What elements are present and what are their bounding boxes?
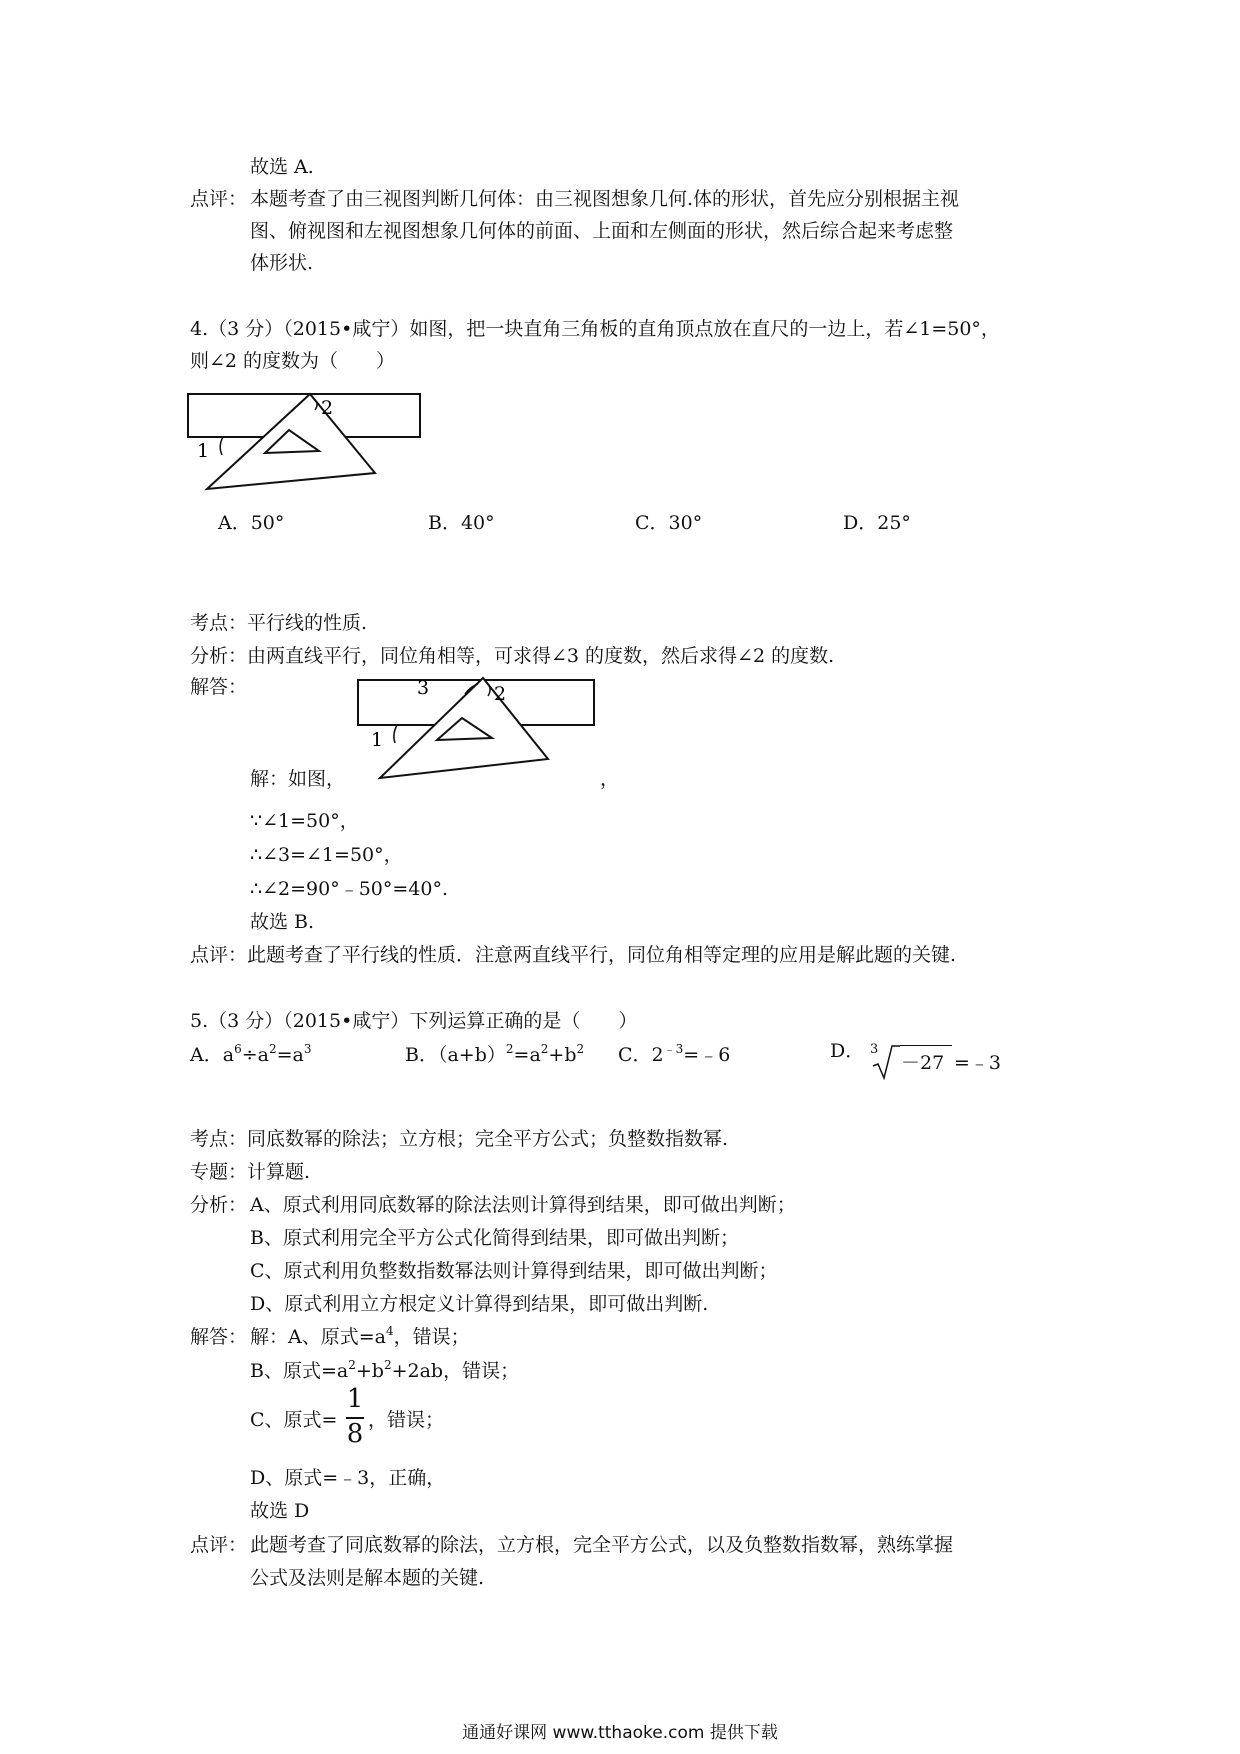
q4-sol-step-2: ∴∠3=∠1=50°， [250, 844, 403, 866]
q4-sol-intro: 解：如图， [250, 768, 346, 790]
q4-stem-line-2: 则∠2 的度数为（ ） [190, 350, 396, 372]
q5-option-b-label: B． [405, 1044, 438, 1066]
q4-sol-comma: ， [600, 768, 620, 790]
choose-a-text: 故选 A. [250, 156, 314, 178]
q4-solution-figure [355, 676, 600, 786]
q5-fenxi-line-3: C、原式利用负整数指数幂法则计算得到结果，即可做出判断； [250, 1260, 778, 1282]
q5-option-c: C．$2^{﹣3}=﹣6$ [618, 1042, 731, 1066]
q4-option-a: A．50° [218, 512, 285, 534]
fraction-numerator: 1 [346, 1384, 364, 1414]
q4-review: 点评：此题考查了平行线的性质．注意两直线平行，同位角相等定理的应用是解此题的关键. [190, 944, 957, 966]
q5-sol-a: 解：A、原式$=a^4$，错误； [250, 1324, 470, 1348]
q4-sol-step-1: ∵∠1=50°， [250, 810, 359, 832]
q5-jieda-label: 解答： [190, 1326, 248, 1348]
angle-1-label: 1 [197, 440, 210, 462]
q5-sol-c-suffix: ，错误； [368, 1409, 445, 1431]
radical-sign-icon [870, 1042, 900, 1082]
q5-fenxi-line-4: D、原式利用立方根定义计算得到结果，即可做出判断. [250, 1293, 709, 1315]
q5-sol-b: B、原式$=a^2+b^2+2ab$，错误； [250, 1358, 520, 1382]
q4-ruler-triangle-figure [185, 390, 425, 495]
angle-1-arc [220, 437, 223, 455]
q5-review-line-2: 公式及法则是解本题的关键. [250, 1567, 485, 1589]
q5-option-d-radical [870, 1042, 1000, 1082]
radicand: －27 [901, 1052, 945, 1074]
q5-sol-a-suffix: ，错误； [393, 1326, 470, 1348]
review-line-1: 本题考查了由三视图判断几何体：由三视图想象几何.体的形状，首先应分别根据主视 [250, 188, 960, 210]
sol-angle-1-arc [394, 725, 397, 743]
q5-option-a-label: A． [190, 1044, 223, 1066]
sol-angle-2-label: 2 [494, 683, 507, 705]
q5-option-b: B．$(a+b)^2=a^2+b^2$ [405, 1042, 585, 1066]
radical-result: =﹣3 [954, 1052, 1002, 1074]
q4-stem-line-1: 4.（3 分）（2015•咸宁）如图，把一块直角三角板的直角顶点放在直尺的一边上，若∠1=50°， [190, 318, 1000, 340]
page-footer: 通通好课网 www.tthaoke.com 提供下载 [462, 1723, 778, 1743]
review-line-3: 体形状. [250, 252, 314, 274]
q4-sol-step-3: ∴∠2=90°﹣50°=40°. [250, 878, 449, 900]
q5-stem: 5.（3 分）（2015•咸宁）下列运算正确的是（ ） [190, 1010, 638, 1032]
q5-option-d-label: D． [830, 1040, 865, 1062]
q4-jieda-label: 解答： [190, 676, 248, 698]
q5-review-label: 点评： [190, 1534, 248, 1556]
q5-sol-b-prefix: B、原式=a [250, 1360, 349, 1382]
review-line-2: 图、俯视图和左视图想象几何体的前面、上面和左侧面的形状，然后综合起来考虑整 [250, 220, 954, 242]
q5-sol-d: D、原式=﹣3，正确， [250, 1467, 446, 1489]
q5-choose: 故选 D [250, 1500, 310, 1522]
q5-kaodian: 考点：同底数幂的除法；立方根；完全平方公式；负整数指数幂. [190, 1128, 729, 1150]
set-square-outer [207, 394, 375, 489]
q5-zhuanti: 专题：计算题. [190, 1161, 311, 1183]
review-label: 点评： [190, 188, 248, 210]
q5-fenxi-line-1: A、原式利用同底数幂的除法法则计算得到结果，即可做出判断； [250, 1194, 796, 1216]
q5-sol-a-prefix: 解：A、原式=a [250, 1326, 386, 1348]
sol-angle-3-label: 3 [417, 677, 430, 699]
q5-review-line-1: 此题考查了同底数幂的除法，立方根，完全平方公式，以及负整数指数幂，熟练掌握 [250, 1534, 954, 1556]
q5-fenxi-label: 分析： [190, 1194, 248, 1216]
q4-kaodian: 考点：平行线的性质. [190, 612, 368, 634]
q4-option-c: C．30° [635, 512, 703, 534]
q4-option-d: D．25° [843, 512, 911, 534]
q5-option-a: A．$a^6\div a^2=a^3$ [190, 1042, 312, 1066]
q5-fenxi-line-2: B、原式利用完全平方公式化简得到结果，即可做出判断； [250, 1227, 739, 1249]
q5-sol-b-suffix: +2ab，错误； [391, 1360, 520, 1382]
cube-root-index: 3 [870, 1042, 879, 1057]
q4-option-b: B．40° [428, 512, 495, 534]
fraction-denominator: 8 [346, 1419, 364, 1449]
q4-fenxi: 分析：由两直线平行，同位角相等，可求得∠3 的度数，然后求得∠2 的度数. [190, 645, 835, 667]
q5-option-c-label: C． [618, 1044, 652, 1066]
q5-sol-c-prefix: C、原式= [250, 1409, 338, 1431]
sol-angle-1-label: 1 [371, 729, 384, 751]
angle-2-label: 2 [321, 397, 334, 419]
sol-set-square-outer [380, 678, 548, 778]
q4-choose: 故选 B. [250, 911, 315, 933]
